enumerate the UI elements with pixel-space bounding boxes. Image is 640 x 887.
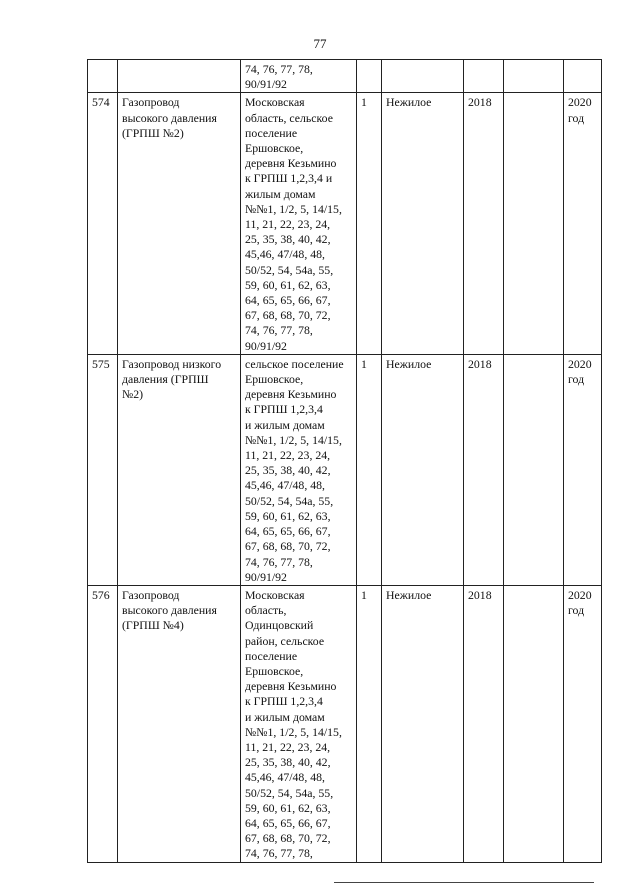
row-number [88, 60, 118, 93]
object-address: сельское поселение Ершовское, деревня Кезьмино к ГРПШ 1,2,3,4 и жилым домам №№1, 1/2, 5, 14/15, 11, 21, 22, 23, 24, 25, 35, 38, 40, 42, 45,46, 47/48, 48, 50/52, 54, 54а, 55, 59, 60, 61, 62, 63, 64, 65, 65, 66, 67, 67, 68, 68, 70, 72, 74, 76, 77, 78, 90/91/92 [241, 354, 357, 585]
empty-cell [504, 93, 564, 354]
empty-cell [504, 354, 564, 585]
object-period [564, 60, 602, 93]
object-year: 2018 [464, 354, 504, 585]
object-quantity: 1 [357, 585, 382, 862]
table-row [88, 354, 602, 585]
object-year: 2018 [464, 585, 504, 862]
object-address: Московская область, сельское поселение Ершовское, деревня Кезьмино к ГРПШ 1,2,3,4 и жилым домам №№1, 1/2, 5, 14/15, 11, 21, 22, 23, 24, 25, 35, 38, 40, 42, 45,46, 47/48, 48, 50/52, 54, 54а, 55, 59, 60, 61, 62, 63, 64, 65, 65, 66, 67, 67, 68, 68, 70, 72, 74, 76, 77, 78, 90/91/92 [241, 93, 357, 354]
object-year [464, 60, 504, 93]
empty-cell [504, 585, 564, 862]
object-type: Нежилое [382, 585, 464, 862]
table-row [88, 60, 602, 93]
page-number: 77 [313, 36, 327, 51]
row-number: 574 [88, 93, 118, 354]
object-quantity: 1 [357, 354, 382, 585]
object-name: Газопровод низкого давления (ГРПШ №2) [118, 354, 241, 585]
object-period: 2020 год [564, 585, 602, 862]
object-address: Московская область, Одинцовский район, сельское поселение Ершовское, деревня Кезьмино к ГРПШ 1,2,3,4 и жилым домам №№1, 1/2, 5, 14/15, 11, 21, 22, 23, 24, 25, 35, 38, 40, 42, 45,46, 47/48, 48, 50/52, 54, 54а, 55, 59, 60, 61, 62, 63, 64, 65, 65, 66, 67, 67, 68, 68, 70, 72, 74, 76, 77, 78, [241, 585, 357, 862]
object-period: 2020 год [564, 354, 602, 585]
empty-cell [504, 60, 564, 93]
object-address: 74, 76, 77, 78, 90/91/92 [241, 60, 357, 93]
table-row [88, 585, 602, 862]
object-period: 2020 год [564, 93, 602, 354]
footer-divider [334, 882, 594, 883]
object-type: Нежилое [382, 93, 464, 354]
registry-table [87, 59, 602, 863]
object-name: Газопровод высокого давления (ГРПШ №2) [118, 93, 241, 354]
object-quantity [357, 60, 382, 93]
object-year: 2018 [464, 93, 504, 354]
object-type [382, 60, 464, 93]
object-type: Нежилое [382, 354, 464, 585]
object-name [118, 60, 241, 93]
table-row [88, 93, 602, 354]
object-name: Газопровод высокого давления (ГРПШ №4) [118, 585, 241, 862]
row-number: 575 [88, 354, 118, 585]
object-quantity: 1 [357, 93, 382, 354]
row-number: 576 [88, 585, 118, 862]
